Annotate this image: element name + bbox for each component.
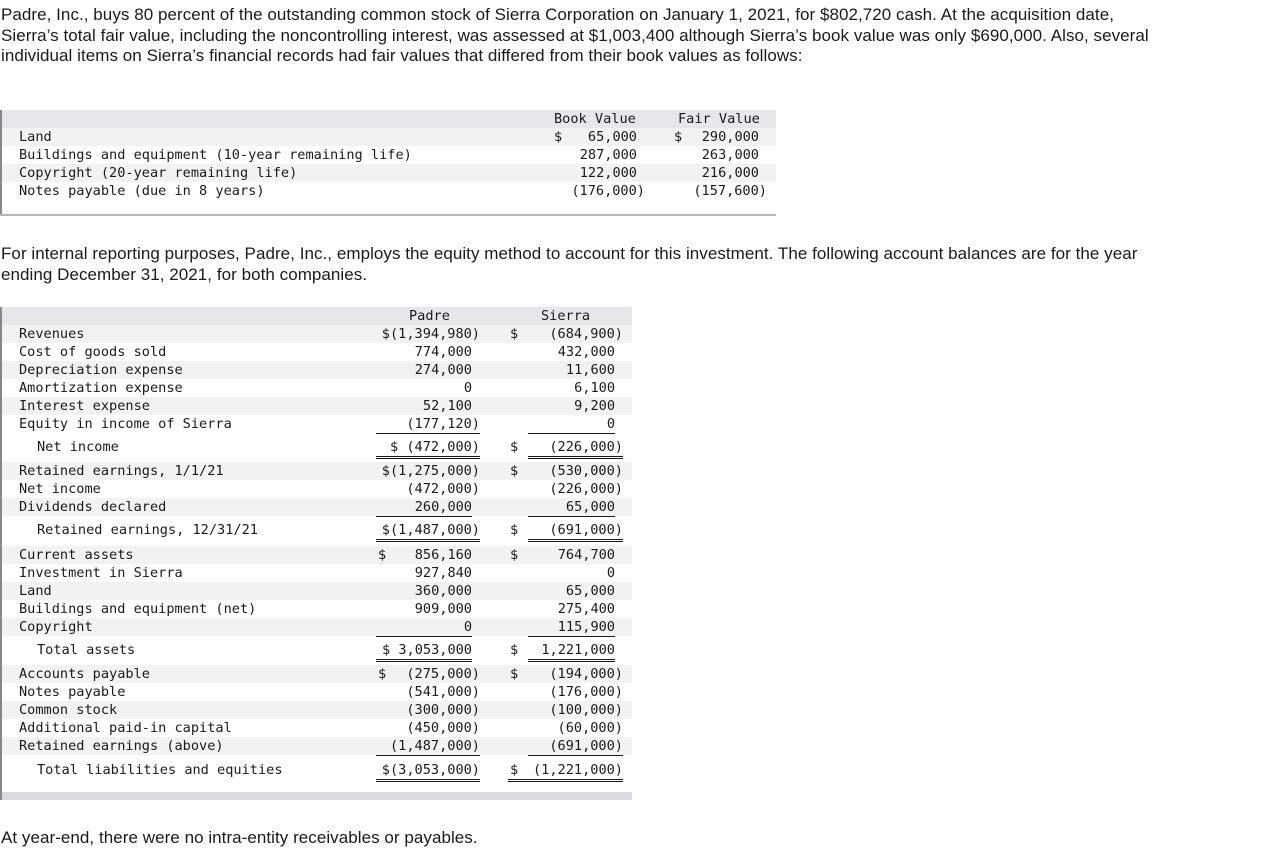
row-label: Dividends declared — [19, 499, 167, 515]
padre-value-cell: 909,000 — [414, 601, 472, 617]
fair-value-table — [0, 110, 776, 216]
row-label: Revenues — [19, 326, 85, 342]
padre-value-cell: (541,000) — [406, 684, 480, 700]
row-label: Buildings and equipment (10-year remaining life) — [19, 147, 412, 163]
table-header-band — [2, 307, 632, 325]
fair-value-cell: 263,000 — [701, 147, 759, 163]
middle-paragraph: For internal reporting purposes, Padre, Inc., employs the equity method to account for this investment. The following account balances are for the year ending December 31, 2021, for both companies. — [1, 244, 1138, 284]
sierra-value-cell: (684,900) — [549, 326, 623, 342]
sierra-value-cell: 1,221,000 — [528, 641, 615, 662]
currency-symbol: $ — [510, 547, 519, 563]
padre-value-cell: (177,120) — [376, 415, 480, 434]
padre-value-cell: $ (472,000) — [376, 438, 480, 459]
sierra-value-cell: 275,400 — [557, 601, 615, 617]
book-value-cell: 122,000 — [579, 165, 637, 181]
padre-value-cell: $(3,053,000) — [376, 761, 480, 782]
sierra-value-cell: 65,000 — [528, 498, 615, 517]
currency-symbol: $ — [674, 129, 683, 145]
padre-value-cell: 927,840 — [414, 565, 472, 581]
column-header-fair-value: Fair Value — [678, 111, 760, 127]
padre-value-cell: $ 3,053,000 — [376, 641, 472, 662]
account-balances-table — [0, 307, 632, 800]
padre-value-cell: (300,000) — [406, 702, 480, 718]
row-label: Retained earnings (above) — [19, 738, 224, 754]
sierra-value-cell: (530,000) — [549, 463, 623, 479]
row-label: Equity in income of Sierra — [19, 416, 232, 432]
row-label: Amortization expense — [19, 380, 183, 396]
padre-value-cell: 260,000 — [376, 498, 472, 517]
sierra-value-cell: (1,221,000) — [508, 761, 623, 782]
currency-symbol: $ — [510, 762, 519, 778]
currency-symbol: $ — [510, 463, 519, 479]
sierra-value-cell: 6,100 — [574, 380, 615, 396]
sierra-value-cell: 0 — [528, 415, 615, 434]
sierra-value-cell: (100,000) — [549, 702, 623, 718]
table-bottom-border — [0, 214, 776, 216]
sierra-value-cell: 432,000 — [557, 344, 615, 360]
padre-value-cell: 52,100 — [422, 398, 472, 414]
row-label: Investment in Sierra — [19, 565, 183, 581]
sierra-value-cell: (176,000) — [549, 684, 623, 700]
book-value-cell: 65,000 — [587, 129, 637, 145]
sierra-value-cell: (194,000) — [549, 666, 623, 682]
row-label: Retained earnings, 12/31/21 — [37, 522, 258, 538]
padre-value-cell: 0 — [376, 618, 472, 637]
sierra-value-cell: 65,000 — [565, 583, 615, 599]
currency-symbol: $ — [510, 439, 519, 455]
padre-value-cell: $(1,275,000) — [381, 463, 480, 479]
column-header-sierra: Sierra — [541, 308, 591, 324]
currency-symbol: $ — [510, 642, 519, 658]
padre-value-cell: (1,487,000) — [376, 737, 480, 756]
sierra-value-cell: 764,700 — [557, 547, 615, 563]
column-header-book-value: Book Value — [554, 111, 636, 127]
fair-value-cell: (157,600) — [693, 183, 767, 199]
row-label: Notes payable — [19, 684, 126, 700]
book-value-cell: 287,000 — [579, 147, 637, 163]
fair-value-cell: 290,000 — [701, 129, 759, 145]
sierra-value-cell: (226,000) — [528, 438, 623, 459]
currency-symbol: $ — [510, 666, 519, 682]
row-label: Retained earnings, 1/1/21 — [19, 463, 224, 479]
row-label: Notes payable (due in 8 years) — [19, 183, 265, 199]
padre-value-cell: 0 — [463, 380, 472, 396]
row-label: Total assets — [37, 642, 136, 658]
sierra-value-cell: (691,000) — [528, 737, 623, 756]
currency-symbol: $ — [554, 129, 563, 145]
sierra-value-cell: (226,000) — [549, 481, 623, 497]
row-label: Copyright (20-year remaining life) — [19, 165, 298, 181]
sierra-value-cell: (60,000) — [557, 720, 623, 736]
row-label: Depreciation expense — [19, 362, 183, 378]
book-value-cell: (176,000) — [571, 183, 645, 199]
row-label: Land — [19, 129, 52, 145]
row-label: Net income — [19, 481, 101, 497]
table-row — [2, 128, 776, 146]
currency-symbol: $ — [378, 666, 387, 682]
row-label: Common stock — [19, 702, 118, 718]
sierra-value-cell: 9,200 — [574, 398, 615, 414]
table-header-band — [2, 110, 776, 128]
column-header-padre: Padre — [409, 308, 450, 324]
currency-symbol: $ — [510, 326, 519, 342]
padre-value-cell: 856,160 — [414, 547, 472, 563]
padre-value-cell: 274,000 — [414, 362, 472, 378]
table-footer-band — [2, 792, 632, 800]
padre-value-cell: $(1,394,980) — [381, 326, 480, 342]
padre-value-cell: (472,000) — [406, 481, 480, 497]
row-label: Net income — [37, 439, 119, 455]
padre-value-cell: $(1,487,000) — [376, 521, 480, 542]
currency-symbol: $ — [510, 522, 519, 538]
intro-paragraph: Padre, Inc., buys 80 percent of the outstanding common stock of Sierra Corporation on January 1, 2021, for $802,720 cash. At the acquisition date, Sierra’s total fair value, including the noncontrolling interest, was assessed at $1,003,400 although Sierra’s book value was only $690,000. Also, several individual items on Sierra’s financial records had fair values that differed from their book values as follows: — [1, 5, 1149, 65]
closing-paragraph: At year-end, there were no intra-entity receivables or payables. — [1, 828, 478, 847]
row-label: Accounts payable — [19, 666, 150, 682]
sierra-value-cell: 115,900 — [528, 618, 615, 637]
currency-symbol: $ — [378, 547, 387, 563]
row-label: Interest expense — [19, 398, 150, 414]
row-label: Total liabilities and equities — [37, 762, 283, 778]
padre-value-cell: 360,000 — [414, 583, 472, 599]
padre-value-cell: (450,000) — [406, 720, 480, 736]
fair-value-cell: 216,000 — [701, 165, 759, 181]
padre-value-cell: (275,000) — [406, 666, 480, 682]
row-label: Buildings and equipment (net) — [19, 601, 257, 617]
sierra-value-cell: 0 — [606, 565, 615, 581]
sierra-value-cell: (691,000) — [528, 521, 623, 542]
padre-value-cell: 774,000 — [414, 344, 472, 360]
row-label: Additional paid-in capital — [19, 720, 232, 736]
sierra-value-cell: 11,600 — [565, 362, 615, 378]
row-label: Current assets — [19, 547, 134, 563]
row-label: Land — [19, 583, 52, 599]
row-label: Cost of goods sold — [19, 344, 167, 360]
row-label: Copyright — [19, 619, 93, 635]
